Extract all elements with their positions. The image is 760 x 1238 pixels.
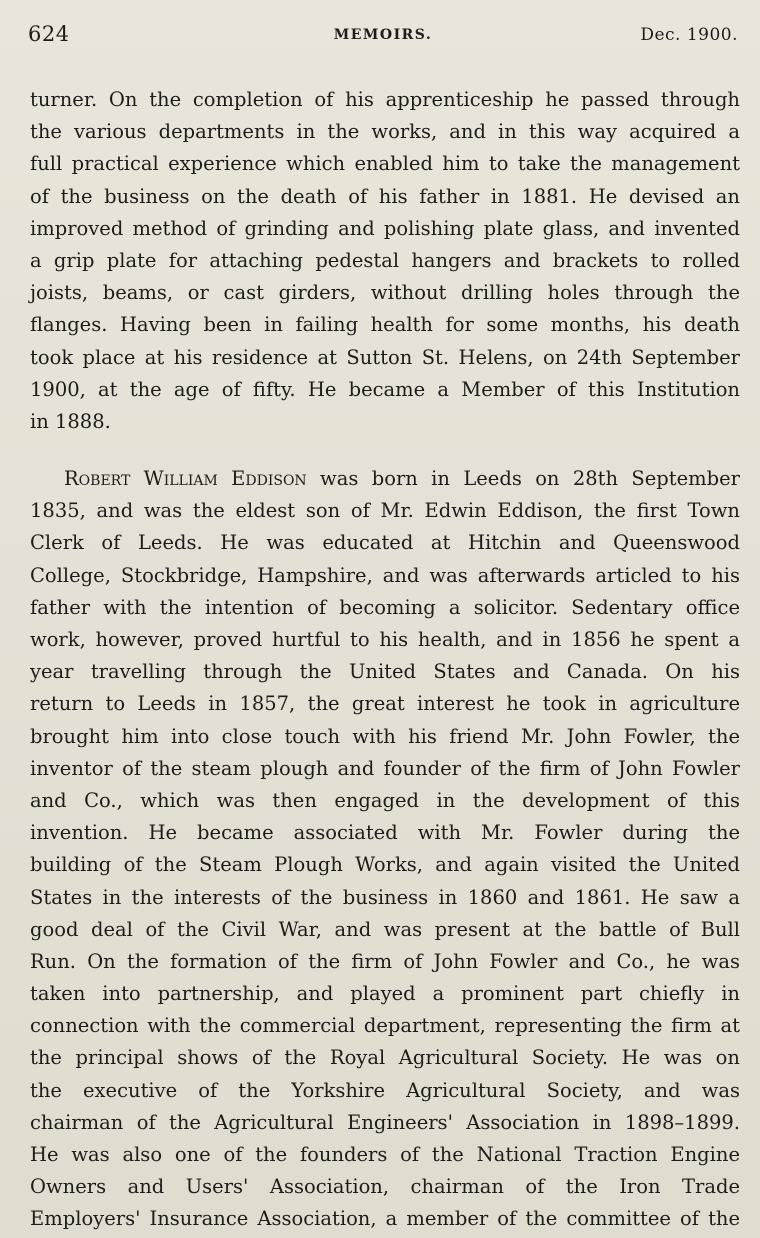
text-line: the executive of the Yorkshire Agricultural Society, and was xyxy=(30,1078,740,1102)
page-header xyxy=(28,22,738,52)
text-line: year travelling through the United States and Canada. On his xyxy=(30,660,740,684)
text-line: 1835, and was the eldest son of Mr. Edwin Eddison, the first Town xyxy=(30,499,740,523)
text-line: improved method of grinding and polishing plate glass, and invented xyxy=(30,216,740,240)
first-line-rest: was born in Leeds on 28th September xyxy=(320,467,740,491)
text-line: College, Stockbridge, Hampshire, and was afterwards articled to his xyxy=(30,563,740,587)
text-line: brought him into close touch with his friend Mr. John Fowler, the xyxy=(30,724,740,748)
paragraph-gap xyxy=(30,438,740,463)
text-line: States in the interests of the business in 1860 and 1861. He saw a xyxy=(30,885,740,909)
text-line: and Co., which was then engaged in the development of this xyxy=(30,788,740,812)
text-line: Run. On the formation of the firm of John Fowler and Co., he was xyxy=(30,949,740,973)
text-line: in 1888. xyxy=(30,409,111,433)
text-line: of the business on the death of his father in 1881. He devised an xyxy=(30,184,740,208)
text-line: inventor of the steam plough and founder of the firm of John Fowler xyxy=(30,756,740,780)
text-line: chairman of the Agricultural Engineers' Association in 1898–1899. xyxy=(30,1110,740,1134)
text-line: a grip plate for attaching pedestal hangers and brackets to rolled xyxy=(30,248,740,272)
text-line: Owners and Users' Association, chairman of the Iron Trade xyxy=(30,1175,740,1199)
text-line: return to Leeds in 1857, the great interest he took in agriculture xyxy=(30,692,740,716)
text-line: work, however, proved hurtful to his health, and in 1856 he spent a xyxy=(30,628,740,651)
text-line: father with the intention of becoming a solicitor. Sedentary office xyxy=(30,595,740,619)
text-line: good deal of the Civil War, and was present at the battle of Bull xyxy=(30,917,740,941)
text-line: Clerk of Leeds. He was educated at Hitchin and Queenswood xyxy=(30,531,740,555)
person-name: Robert William Eddison xyxy=(64,467,307,491)
text-line: joists, beams, or cast girders, without drilling holes through the xyxy=(30,281,740,305)
header-date: Dec. 1900. xyxy=(640,25,738,45)
text-line: connection with the commercial department, representing the firm at xyxy=(30,1014,740,1038)
text-line: the principal shows of the Royal Agricultural Society. He was on xyxy=(30,1046,740,1070)
text-line: taken into partnership, and played a prominent part chiefly in xyxy=(30,982,740,1006)
body-text xyxy=(30,84,740,1236)
text-line: 1900, at the age of fifty. He became a Member of this Institution xyxy=(30,377,740,401)
text-line: invention. He became associated with Mr. Fowler during the xyxy=(30,821,740,845)
text-line: full practical experience which enabled him to take the management xyxy=(30,152,740,176)
paragraph-2 xyxy=(30,463,740,1236)
text-line: building of the Steam Plough Works, and again visited the United xyxy=(30,853,740,877)
text-line: turner. On the completion of his apprenticeship he passed through xyxy=(30,88,740,111)
text-line: took place at his residence at Sutton St. Helens, on 24th September xyxy=(30,345,740,369)
paragraph-1 xyxy=(30,84,740,438)
text-line: Employers' Insurance Association, a member of the committee of the xyxy=(30,1207,740,1231)
text-line: flanges. Having been in failing health for some months, his death xyxy=(30,313,740,337)
page-number: 624 xyxy=(28,22,70,46)
running-head: MEMOIRS. xyxy=(333,27,433,43)
text-line: the various departments in the works, and in this way acquired a xyxy=(30,120,740,144)
text-line: He was also one of the founders of the National Traction Engine xyxy=(30,1143,740,1166)
text-line-first xyxy=(30,463,740,495)
